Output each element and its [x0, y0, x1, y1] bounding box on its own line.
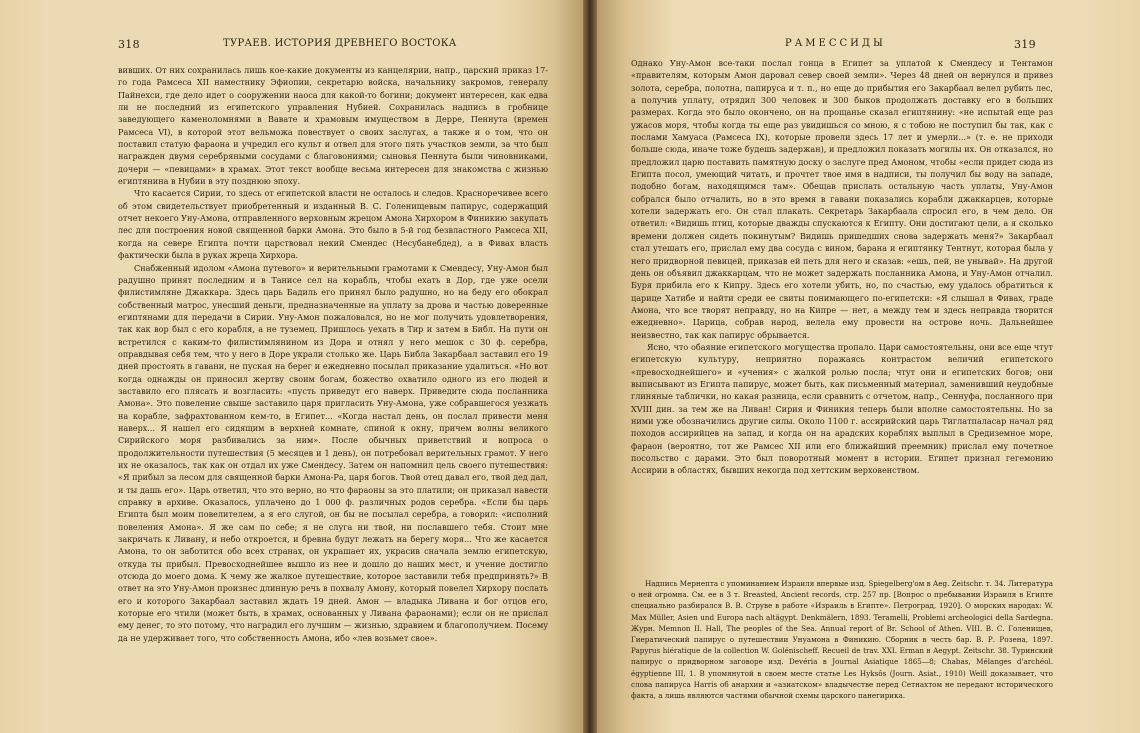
left-paragraph-1: вивших. От них сохранилась лишь кое-какие документы из канцелярии, напр., царский приказ 17-го года Рамсеса XII наместнику Эфиопии, секретарю войска, начальнику закромов, генералу Пайнехси, где дело идет о сооружении наоса для какой-то богини; документ интересен, как едва ли не последний из египетского управления Нубией. Сохранилась надпись в гробнице заведующего каменоломнями в Вавате и храмовым имуществом в Дерре, Пеннута (времен Рамсеса VI), в которой этот вельможа повествует о своих заслугах, а также и о том, что он поставил статую фараона и учредил его культ и отвел для этого пять участков земли, за что был награжден двумя серебряными сосудами с благовониями; сыновья Пеннута были чиновниками, дочери — «певицами» в храмах. Этот текст вообще весьма интересен для знакомства с жизнью египтянина в Нубии в эту позднюю эпоху. [118, 65, 548, 187]
right-page-number: 319 [1014, 38, 1036, 51]
left-body-text [118, 64, 548, 644]
right-paragraph-2: Ясно, что обаяние египетского могущества пропало. Цари самостоятельны, они все еще чтут египетскую культуру, неприятно поражаясь контрастом величий египетского «превосходнейшего» и «учения» с жалкой ролью посла; чтут они и египетских богов; они выписывают из Египта папирус, может быть, как письменный материал, заменивший неудобные глиняные таблички, но какая разница, если сравнить с отчетом, напр., Сеннуфа, посланного при XVIII дин. за тем же на Ливан! Сирия и Финикия теперь были вполне самостоятельны. Но за ними уже обозначились другие силы. Около 1100 г. ассирийский царь Тиглатпаласар начал ряд походов ассирийцев на запад, и когда он на арадских кораблях выплыл в Средиземное море, фараон (вероятно, тот же Рамсес XII или его ближайший преемник) прислал ему почетное посольство с дарами. Это был поворотный момент в истории. Египет признал гегемонию Ассирии в областях, бывших некогда под хеттским верховенством. [631, 341, 1053, 476]
left-page-number: 318 [118, 38, 140, 51]
footnote-bibliography: Надпись Мернепта с упоминанием Израиля впервые изд. Spiegelberg'ом в Aeg. Zeitschr. т. 34. Литература о ней огромна. См. ее в 3 т. Breasted, Ancient records, стр. 257 пр. [Вопрос о пребывании Израиля в Египте специально разбирался В. В. Струве в работе «Израиль в Египте». Петроград, 1920]. О морских народах: W. Max Müller, Asien und Europa nach altägypt. Denkmälern, 1893. Teramelli, Problemi archeologici della Sardegna. Журн. Memnon II. Hall, The peoples of the Sea. Annual report of Br. School of Athen. VIII. В. С. Голенищев, Гиератический папирус о путешествии Унуамона в Финикию. Сборник в честь бар. В. Р. Розена, 1897. Papyrus hiératique de la collection W. Golénischeff. Recueil de trav. XXI. Erman в Aegypt. Zeitschr. 38. Туринский папирус о придворном заговоре изд. Devéria в Journal Asiatique 1865—8; Chabas, Mélanges d'archéol. égyptienne III, 1. В упомянутой в своем месте статье Les Hyksôs (Journ. Asiat., 1910) Weill доказывает, что слова папируса Harris об анархии и «азиатском» владычестве перед Сетнахтом не передают исторического факта, а лишь являются частями обычной схемы царского панегирика. [631, 579, 1053, 701]
book-gutter [583, 0, 597, 733]
left-paragraph-3: Снабженный идолом «Амона путевого» и верительными грамотами к Смендесу, Уну-Амон был радушно принят последним и в Танисе сел на корабль, чтобы ехать в Дор, где уже осели филистимляне Джаккара. Здесь царь Бадиль его принял было радушно, но на беду его обокрал собственный матрос, унесший деньги, предназначенные на уплату за дрова и частью доверенные египтянами для передачи в Сирии. Уну-Амон пожаловался, но не мог получить удовлетворения, так как вор был с его корабля, а не туземец. Пришлось уехать в Тир и затем в Библ. На пути он встретился с каким-то филистимлянином из Дора и отнял у него мешок с 30 ф. серебра, оправдывая себя тем, что у него в Доре украли столько же. Царь Библа Закарбаал заставил его 19 дней простоять в гавани, не пуская на берег и ежедневно посылал приказание удалиться. «Но вот когда однажды он приносил жертву своим богам, божество охватило одного из его людей и заставило его плясать и возгласить: «пусть приведут его наверх. Приведите сюда посланника Амона». Это повеление свыше заставило царя пригласить Уну-Амона, уже собравшегося уезжать на корабле, зафрахтованном кем-то, в Египет... «Когда настал день, он послал привести меня наверх... Я нашел его сидящим в верхней комнате, спиной к окну, причем волны великого Сирийского моря разбивались за ним». После обычных приветствий и вопроса о продолжительности путешествия (5 месяцев и 1 день), он потребовал верительных грамот. У него их не оказалось, так как он отдал их уже Смендесу. Затем он напомнил цель своего путешествия: «Я прибыл за лесом для священной барки Амона-Ра, царя богов. Твой отец давал его, твой дед дал, и ты дашь его». Царь ответил, что это верно, но что фараоны за это платили; он приказал навести справку в архиве. Оказалось, уплачено до 1 000 ф. различных родов серебра. «Если бы царь Египта был моим повелителем, а я его слугой, он бы не посылал серебра, а говорил: «исполний повеления Амона». Я же сам по себе; я не слуга ни твой, ни пославшего тебя. Стоит мне закричать к Ливану, и небо откроется, и бревна будут лежать на берегу моря... Что же касается Амона, то он заботится обо всех странах, он украшает их, украсив сначала землю египетскую, откуда ты прибыл. Превосходнейшее вышло из нее и дошло до наших мест, и учение достигло отсюда до моего дома. К чему же жалкое путешествие, которое заставили тебя предпринять?» В ответ на это Уну-Амон произнес длинную речь в похвалу Амону, который повелел Хирхору послать его и которого Закарбаал заставил ждать 19 дней. Амон — владыка Ливана и бог отцов его, которые его чтили (может быть, в храмах, основанных у Ливана фараонами); если он не прислал ему денег, то это потому, что наградил его лучшим — жизнью, здравием и благополучием. Посему да не удерживает того, что собственность Амона, ибо «лев возьмет свое». [118, 262, 548, 643]
left-page-header [118, 38, 538, 51]
left-running-head: ТУРАЕВ. ИСТОРИЯ ДРЕВНЕГО ВОСТОКА [223, 38, 457, 49]
right-page [597, 0, 1140, 733]
right-body-text [631, 57, 1053, 477]
right-footnotes [631, 578, 1053, 701]
left-paragraph-2: Что касается Сирии, то здесь от египетской власти не осталось и следов. Красноречивее всего об этом свидетельствует приобретенный и изданный В. С. Голенищевым папирус, содержащий отчет некоего Уну-Амона, отправленного верховным жрецом Амона Хирхором в Финикию закупать лес для построения новой священной барки Амона. Это было в 5-й год безвластного Рамсеса XII, когда на севере Египта почти царствовал некий Смендес (Несубанебдед), а в Фивах власть фактически была в руках жреца Хирхора. [118, 188, 548, 261]
right-running-head: РАМЕССИДЫ [785, 38, 886, 49]
right-paragraph-1: Однако Уну-Амон все-таки послал гонца в Египет за уплатой к Смендесу и Тентамон «правителям, которым Амон даровал север своей земли». Через 48 дней он вернулся и привез золота, серебра, полотна, папируса и т. п., но еще до прибытия его Закарбаал велел рубить лес, а получив уплату, отрядил 300 человек и 300 быков продолжать доставку его в больших размерах. Когда это было окончено, он на прощанье сказал египтянину: «не испытай еще раз ужасов моря, чтобы когда ты еще раз увидишься со мною, я с тобою не поступил бы так, как с послами Хамуаса (Рамсеса IX), которые провели здесь 17 лет и умерли...» (т. е. не приходи больше сюда, иначе тоже будешь задержан), и предложил показать могилы их. Он отказался, но предложил царю поставить памятную доску о заслуге пред Амоном, чтобы «если придет сюда из Египта посол, умеющий читать, и прочтет твое имя в надписи, ты получил бы воду на западе, подобно богам, находящимся там». Обещав прислать остальную часть уплаты, Уну-Амон собрался было отчалить, но в это время в гавани показались корабли джаккарцев, которые хотели задержать его. Он стал плакать. Секретарь Закарбаала спросил его, в чем дело. Он ответил: «Видишь птиц, которые дважды спускаются к Египту. Они достигают цели, а я сколько времени должен сидеть покинутым? Видишь пришедших снова задержать меня?» Закарбаал стал утешать его, прислал ему два сосуда с вином, барана и египтянку Тентнут, которая была у него придворной певицей, приказав ей петь для него и сказав: «ешь, пей, не унывай». На другой день он объявил джаккарцам, что не может задержать посланника Амона, и Уну-Амон отчалил. Буря прибила его к Кипру. Здесь его хотели убить, но, по счастью, ему удалось обратиться к царице Хатибе и найти среди ее свиты понимающего по-египетски: «Я слышал в Фивах, граде Амона, что все творят неправду, но на Кипре — нет, а между тем и здесь неправда творится ежедневно». Царица, собрав народ, велела ему провести на острове ночь. Дальнейшее неизвестно, так как папирус обрывается. [631, 58, 1053, 340]
